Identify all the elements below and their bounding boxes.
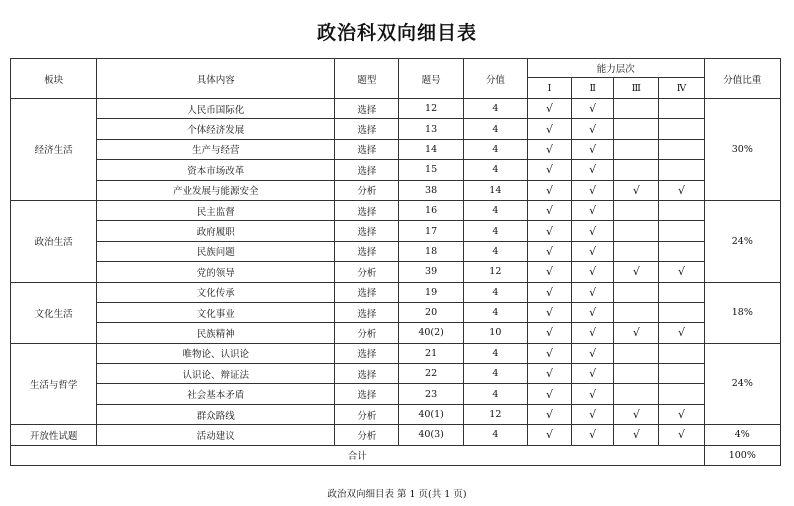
check-mark-icon: √: [527, 160, 571, 180]
check-mark-icon: √: [614, 262, 659, 282]
qtype-cell: 分析: [335, 262, 399, 282]
content-cell: 民主监督: [97, 200, 335, 220]
qno-cell: 16: [399, 200, 463, 220]
check-mark-icon: √: [527, 343, 571, 363]
qtype-cell: 选择: [335, 119, 399, 139]
weight-cell: 30%: [704, 99, 780, 201]
level-cell: [659, 139, 704, 159]
qno-cell: 17: [399, 221, 463, 241]
check-mark-icon: √: [572, 404, 614, 424]
header-score: 分值: [463, 59, 527, 99]
qtype-cell: 选择: [335, 364, 399, 384]
level-cell: [659, 200, 704, 220]
module-cell: 生活与哲学: [11, 343, 97, 425]
weight-cell: 24%: [704, 200, 780, 282]
level-cell: [614, 302, 659, 322]
header-levels: 能力层次: [527, 59, 704, 78]
check-mark-icon: √: [572, 180, 614, 200]
qno-cell: 21: [399, 343, 463, 363]
level-cell: [659, 99, 704, 119]
table-row: [11, 302, 781, 322]
content-cell: 生产与经营: [97, 139, 335, 159]
qtype-cell: 选择: [335, 302, 399, 322]
qno-cell: 14: [399, 139, 463, 159]
level-cell: [614, 384, 659, 404]
check-mark-icon: √: [527, 119, 571, 139]
check-mark-icon: √: [527, 99, 571, 119]
content-cell: 人民币国际化: [97, 99, 335, 119]
score-cell: 12: [463, 262, 527, 282]
check-mark-icon: √: [572, 119, 614, 139]
qtype-cell: 选择: [335, 139, 399, 159]
qno-cell: 40(2): [399, 323, 463, 343]
check-mark-icon: √: [572, 241, 614, 261]
qtype-cell: 选择: [335, 282, 399, 302]
content-cell: 政府履职: [97, 221, 335, 241]
header-level-4: Ⅳ: [659, 78, 704, 99]
module-cell: 开放性试题: [11, 425, 97, 445]
header-module: 板块: [11, 59, 97, 99]
qno-cell: 23: [399, 384, 463, 404]
check-mark-icon: √: [572, 343, 614, 363]
qtype-cell: 选择: [335, 241, 399, 261]
check-mark-icon: √: [572, 160, 614, 180]
qtype-cell: 选择: [335, 221, 399, 241]
check-mark-icon: √: [614, 404, 659, 424]
table-row: [11, 343, 781, 363]
qtype-cell: 分析: [335, 323, 399, 343]
score-cell: 4: [463, 425, 527, 445]
content-cell: 个体经济发展: [97, 119, 335, 139]
table-row: [11, 139, 781, 159]
content-cell: 认识论、辩证法: [97, 364, 335, 384]
content-cell: 社会基本矛盾: [97, 384, 335, 404]
content-cell: 唯物论、认识论: [97, 343, 335, 363]
qtype-cell: 选择: [335, 99, 399, 119]
table-row: [11, 404, 781, 424]
score-cell: 14: [463, 180, 527, 200]
qno-cell: 19: [399, 282, 463, 302]
score-cell: 4: [463, 99, 527, 119]
level-cell: [614, 160, 659, 180]
table-row: [11, 241, 781, 261]
table-row: [11, 425, 781, 445]
content-cell: 民族精神: [97, 323, 335, 343]
header-weight: 分值比重: [704, 59, 780, 99]
check-mark-icon: √: [572, 384, 614, 404]
score-cell: 4: [463, 119, 527, 139]
check-mark-icon: √: [527, 404, 571, 424]
level-cell: [659, 302, 704, 322]
qtype-cell: 分析: [335, 404, 399, 424]
content-cell: 资本市场改革: [97, 160, 335, 180]
check-mark-icon: √: [527, 241, 571, 261]
level-cell: [614, 99, 659, 119]
header-level-3: Ⅲ: [614, 78, 659, 99]
table-row: [11, 364, 781, 384]
qno-cell: 20: [399, 302, 463, 322]
page-footer: 政治双向细目表 第 1 页(共 1 页): [327, 489, 467, 500]
module-cell: 文化生活: [11, 282, 97, 343]
check-mark-icon: √: [659, 262, 704, 282]
qtype-cell: 分析: [335, 425, 399, 445]
level-cell: [659, 241, 704, 261]
module-cell: 政治生活: [11, 200, 97, 282]
level-cell: [659, 343, 704, 363]
level-cell: [614, 343, 659, 363]
level-cell: [614, 364, 659, 384]
qno-cell: 40(1): [399, 404, 463, 424]
check-mark-icon: √: [614, 425, 659, 445]
content-cell: 党的领导: [97, 262, 335, 282]
header-qtype: 题型: [335, 59, 399, 99]
header-level-2: Ⅱ: [572, 78, 614, 99]
check-mark-icon: √: [527, 200, 571, 220]
check-mark-icon: √: [572, 99, 614, 119]
score-cell: 10: [463, 323, 527, 343]
table-row: [11, 384, 781, 404]
content-cell: 活动建议: [97, 425, 335, 445]
weight-cell: 4%: [704, 425, 780, 445]
check-mark-icon: √: [572, 200, 614, 220]
qtype-cell: 选择: [335, 384, 399, 404]
module-cell: 经济生活: [11, 99, 97, 201]
table-row: [11, 323, 781, 343]
check-mark-icon: √: [527, 139, 571, 159]
qno-cell: 15: [399, 160, 463, 180]
total-label: 合计: [11, 445, 705, 465]
table-row: [11, 99, 781, 119]
content-cell: 群众路线: [97, 404, 335, 424]
score-cell: 4: [463, 343, 527, 363]
check-mark-icon: √: [527, 323, 571, 343]
score-cell: 4: [463, 364, 527, 384]
check-mark-icon: √: [659, 323, 704, 343]
header-level-1: Ⅰ: [527, 78, 571, 99]
page-title: 政治科双向细目表: [316, 22, 477, 44]
level-cell: [659, 384, 704, 404]
level-cell: [659, 364, 704, 384]
check-mark-icon: √: [572, 139, 614, 159]
table-body: [11, 99, 781, 446]
check-mark-icon: √: [572, 262, 614, 282]
level-cell: [614, 119, 659, 139]
check-mark-icon: √: [527, 384, 571, 404]
table-row: [11, 119, 781, 139]
level-cell: [659, 221, 704, 241]
qno-cell: 38: [399, 180, 463, 200]
table-row: [11, 221, 781, 241]
score-cell: 4: [463, 282, 527, 302]
check-mark-icon: √: [572, 323, 614, 343]
check-mark-icon: √: [659, 180, 704, 200]
level-cell: [659, 160, 704, 180]
qno-cell: 39: [399, 262, 463, 282]
qtype-cell: 选择: [335, 200, 399, 220]
check-mark-icon: √: [527, 302, 571, 322]
score-cell: 12: [463, 404, 527, 424]
table-row: [11, 282, 781, 302]
check-mark-icon: √: [572, 364, 614, 384]
qno-cell: 18: [399, 241, 463, 261]
check-mark-icon: √: [614, 180, 659, 200]
level-cell: [614, 139, 659, 159]
qtype-cell: 选择: [335, 160, 399, 180]
content-cell: 文化传承: [97, 282, 335, 302]
level-cell: [659, 282, 704, 302]
score-cell: 4: [463, 139, 527, 159]
qno-cell: 13: [399, 119, 463, 139]
check-mark-icon: √: [572, 221, 614, 241]
level-cell: [614, 200, 659, 220]
check-mark-icon: √: [659, 404, 704, 424]
check-mark-icon: √: [527, 282, 571, 302]
table-row: [11, 262, 781, 282]
qno-cell: 40(3): [399, 425, 463, 445]
table-row: [11, 180, 781, 200]
score-cell: 4: [463, 302, 527, 322]
weight-cell: 18%: [704, 282, 780, 343]
level-cell: [659, 119, 704, 139]
qno-cell: 12: [399, 99, 463, 119]
check-mark-icon: √: [572, 302, 614, 322]
weight-cell: 24%: [704, 343, 780, 425]
total-weight: 100%: [704, 445, 780, 465]
level-cell: [614, 282, 659, 302]
check-mark-icon: √: [527, 180, 571, 200]
qtype-cell: 选择: [335, 343, 399, 363]
check-mark-icon: √: [614, 323, 659, 343]
content-cell: 产业发展与能源安全: [97, 180, 335, 200]
header-qno: 题号: [399, 59, 463, 99]
qtype-cell: 分析: [335, 180, 399, 200]
level-cell: [614, 221, 659, 241]
check-mark-icon: √: [572, 425, 614, 445]
score-cell: 4: [463, 200, 527, 220]
score-cell: 4: [463, 241, 527, 261]
qno-cell: 22: [399, 364, 463, 384]
score-cell: 4: [463, 221, 527, 241]
score-cell: 4: [463, 384, 527, 404]
check-mark-icon: √: [527, 425, 571, 445]
score-cell: 4: [463, 160, 527, 180]
check-mark-icon: √: [527, 364, 571, 384]
content-cell: 文化事业: [97, 302, 335, 322]
table-row: [11, 160, 781, 180]
content-cell: 民族问题: [97, 241, 335, 261]
level-cell: [614, 241, 659, 261]
detail-table: [10, 58, 781, 466]
table-row: [11, 200, 781, 220]
check-mark-icon: √: [659, 425, 704, 445]
header-content: 具体内容: [97, 59, 335, 99]
check-mark-icon: √: [527, 262, 571, 282]
check-mark-icon: √: [572, 282, 614, 302]
check-mark-icon: √: [527, 221, 571, 241]
